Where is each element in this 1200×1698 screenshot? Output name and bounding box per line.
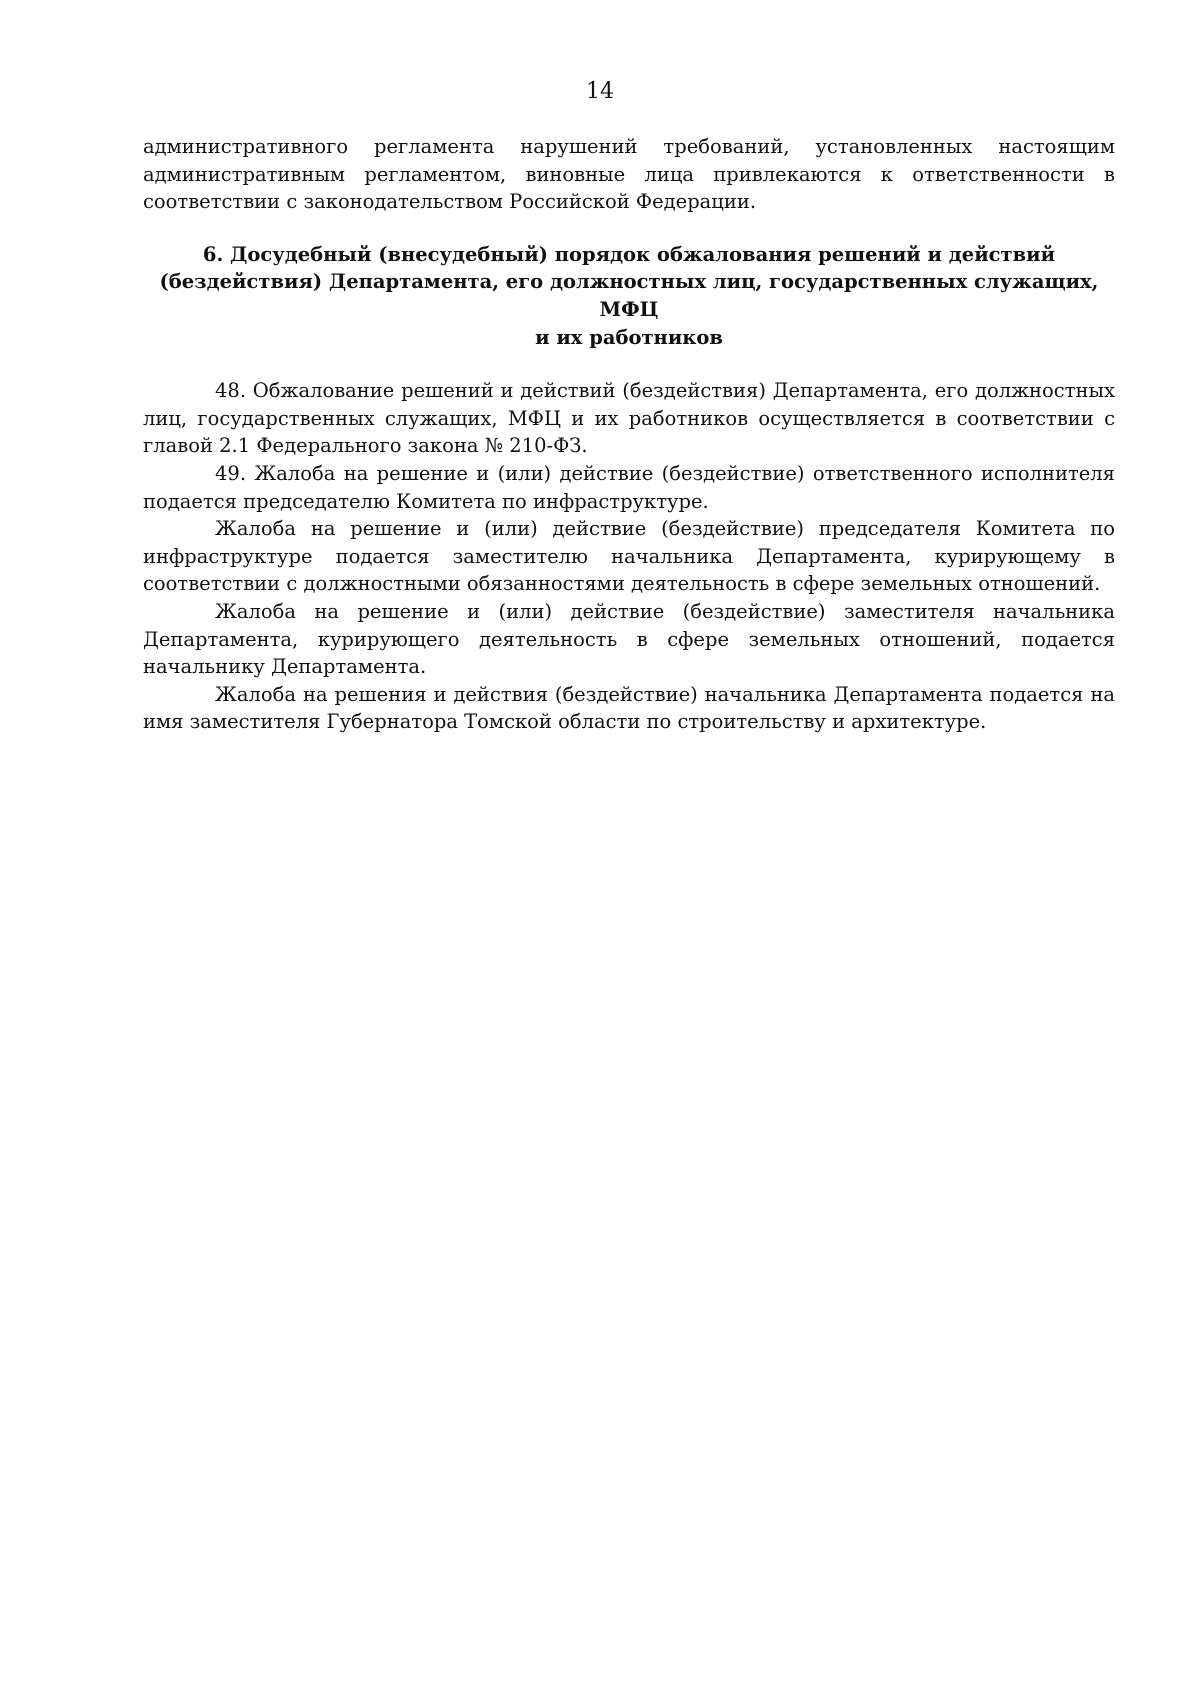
paragraph-complaint-deputy-head: Жалоба на решение и (или) действие (бездействие) заместителя начальника Департамента, курирующего деятельность в сфере земельных отношений, подается начальнику Департамента. [143, 599, 1115, 679]
section-heading [143, 241, 1115, 351]
paragraph-complaint-department-head: Жалоба на решения и действия (бездействие) начальника Департамента подается на имя заместителя Губернатора Томской области по строительству и архитектуре. [143, 682, 1115, 734]
paragraph-49: 49. Жалоба на решение и (или) действие (бездействие) ответственного исполнителя подается председателю Комитета по инфраструктуре. [143, 461, 1115, 513]
paragraph-complaint-committee-chair: Жалоба на решение и (или) действие (бездействие) председателя Комитета по инфраструктуре подается заместителю начальника Департамента, курирующему в соответствии с должностными обязанностями деятельность в сфере земельных отношений. [143, 517, 1115, 596]
document-content [143, 133, 1115, 736]
page-number: 14 [586, 79, 614, 104]
section-heading-line-3: и их работников [535, 325, 723, 349]
section-heading-line-1: 6. Досудебный (внесудебный) порядок обжалования решений и действий [202, 242, 1056, 266]
continuation-paragraph: административного регламента нарушений требований, установленных настоящим административным регламентом, виновные лица привлекаются к ответственности в соответствии с законодательством Российской Федерации. [143, 135, 1115, 214]
section-heading-line-2: (бездействия) Департамента, его должностных лиц, государственных служащих, МФЦ [159, 270, 1099, 321]
paragraph-48: 48. Обжалование решений и действий (бездействия) Департамента, его должностных лиц, государственных служащих, МФЦ и их работников осуществляется в соответствии с главой 2.1 Федерального закона № 210-ФЗ. [143, 379, 1115, 458]
